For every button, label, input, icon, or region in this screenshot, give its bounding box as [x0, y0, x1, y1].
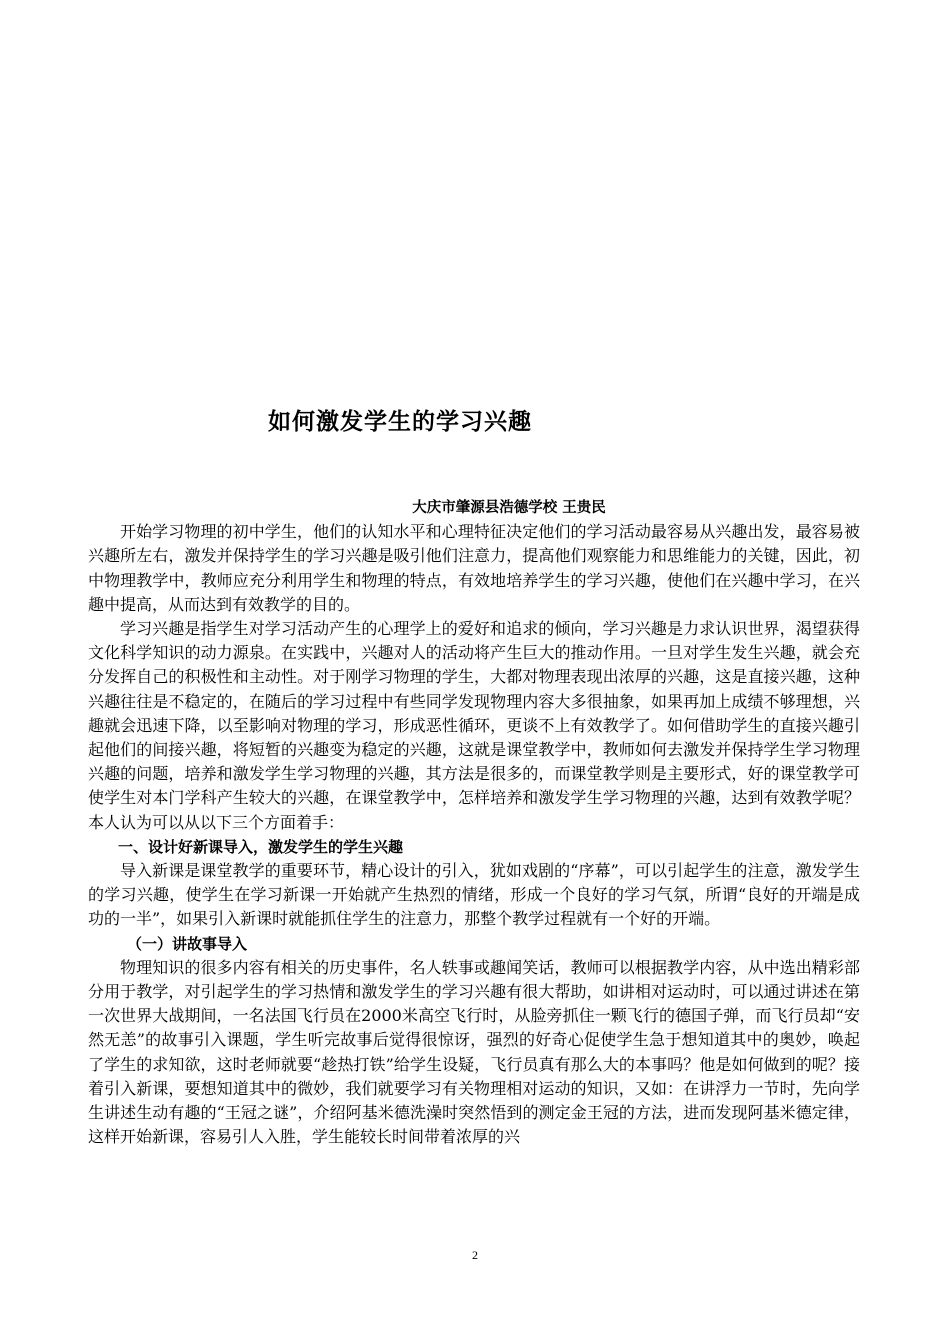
section-heading-1: 一、设计好新课导入，激发学生的学生兴趣	[118, 837, 404, 856]
author-line: 大庆市肇源县浩德学校 王贵民	[412, 500, 606, 516]
paragraph-new-lesson-intro: 导入新课是课堂教学的重要环节，精心设计的引入，犹如戏剧的“序幕”，可以引起学生的注意，激发学生的学习兴趣，使学生在学习新课一开始就产生热烈的情绪，形成一个良好的学习气氛，所谓“良好的开端是成功的一半”，如果引入新课时就能抓住学生的注意力，那整个教学过程就有一个好的开端。	[88, 861, 860, 929]
document-body	[88, 496, 860, 1149]
paragraph-storytelling: 物理知识的很多内容有相关的历史事件，名人轶事或趣闻笑话，教师可以根据教学内容，从中选出精彩部分用于教学，对引起学生的学习热情和激发学生的学习兴趣有很大帮助，如讲相对运动时，可以通过讲述在第一次世界大战期间，一名法国飞行员在2000米高空飞行时，从脸旁抓住一颗飞行的德国子弹，而飞行员却“安然无恙”的故事引入课题，学生听完故事后觉得很惊讶，强烈的好奇心促使学生急于想知道其中的奥妙，唤起了学生的求知欲，这时老师就要“趁热打铁”给学生设疑，飞行员真有那么大的本事吗？他是如何做到的呢？接着引入新课，要想知道其中的微妙，我们就要学习有关物理相对运动的知识，又如：在讲浮力一节时，先向学生讲述生动有趣的“王冠之谜”，介绍阿基米德洗澡时突然悟到的测定金王冠的方法，进而发现阿基米德定律，这样开始新课，容易引人入胜，学生能较长时间带着浓厚的兴	[88, 957, 860, 1147]
document-title: 如何激发学生的学习兴趣	[268, 409, 532, 435]
page-number: 2	[472, 1248, 478, 1262]
paragraph-intro: 开始学习物理的初中学生，他们的认知水平和心理特征决定他们的学习活动最容易从兴趣出发，最容易被兴趣所左右，激发并保持学生的学习兴趣是吸引他们注意力，提高他们观察能力和思维能力的关键，因此，初中物理教学中，教师应充分利用学生和物理的特点，有效地培养学生的学习兴趣，使他们在兴趣中学习，在兴趣中提高，从而达到有效教学的目的。	[88, 522, 860, 614]
paragraph-interest-definition: 学习兴趣是指学生对学习活动产生的心理学上的爱好和追求的倾向，学习兴趣是力求认识世界，渴望获得文化科学知识的动力源泉。在实践中，兴趣对人的活动将产生巨大的推动作用。一旦对学生发生兴趣，就会充分发挥自己的积极性和主动性。对于刚学习物理的学生，大都对物理表现出浓厚的兴趣，这是直接兴趣，这种兴趣往往是不稳定的，在随后的学习过程中有些同学发现物理内容大多很抽象，如果再加上成绩不够理想，兴趣就会迅速下降，以至影响对物理的学习，形成恶性循环，更谈不上有效教学了。如何借助学生的直接兴趣引起他们的间接兴趣，将短暂的兴趣变为稳定的兴趣，这就是课堂教学中，教师如何去激发并保持学生学习物理兴趣的问题，培养和激发学生学习物理的兴趣，其方法是很多的，而课堂教学则是主要形式，好的课堂教学可使学生对本门学科产生较大的兴趣，在课堂教学中，怎样培养和激发学生学习物理的兴趣，达到有效教学呢？本人认为可以从以下三个方面着手：	[88, 619, 860, 832]
subsection-heading-1: （一）讲故事导入	[127, 934, 248, 953]
